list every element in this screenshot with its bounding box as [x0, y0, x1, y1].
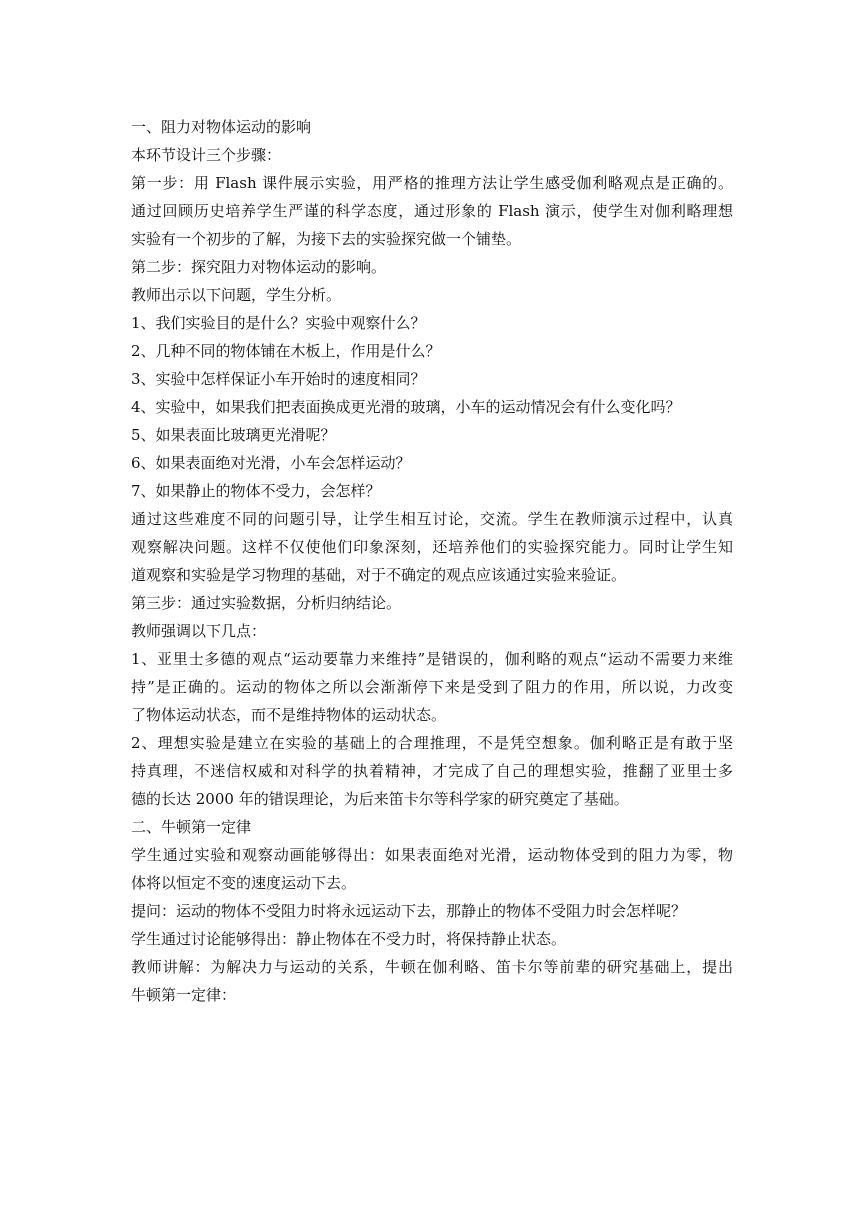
question-item: 2、几种不同的物体铺在木板上，作用是什么？: [131, 342, 441, 360]
step1-line: 实验有一个初步的了解，为接下去的实验探究做一个铺垫。: [131, 230, 522, 248]
section1-intro: 本环节设计三个步骤：: [131, 146, 282, 164]
point1-line: 1、亚里士多德的观点“运动要靠力来维持”是错误的，伽利略的观点“运动不需要力来维: [131, 650, 733, 668]
section2-para-line: 学生通过实验和观察动画能够得出：如果表面绝对光滑，运动物体受到的阻力为零，物: [131, 846, 733, 864]
question-item: 4、实验中，如果我们把表面换成更光滑的玻璃，小车的运动情况会有什么变化吗？: [131, 398, 681, 416]
point1-line: 了物体运动状态，而不是维持物体的运动状态。: [131, 706, 447, 724]
point2-line: 持真理，不迷信权威和对科学的执着精神，才完成了自己的理想实验，推翻了亚里士多: [131, 762, 733, 780]
question-item: 7、如果静止的物体不受力，会怎样？: [131, 482, 381, 500]
step2-summary-line: 道观察和实验是学习物理的基础，对于不确定的观点应该通过实验来验证。: [131, 566, 627, 584]
question-item: 6、如果表面绝对光滑，小车会怎样运动？: [131, 454, 411, 472]
section2-para-line: 体将以恒定不变的速度运动下去。: [131, 874, 357, 892]
step2-summary-line: 观察解决问题。这样不仅使他们印象深刻，还培养他们的实验探究能力。同时让学生知: [131, 538, 733, 556]
section2-answer: 学生通过讨论能够得出：静止物体在不受力时，将保持静止状态。: [131, 930, 567, 948]
step3-prompt: 教师强调以下几点：: [131, 622, 267, 640]
step2-prompt: 教师出示以下问题，学生分析。: [131, 286, 342, 304]
point2-line: 德的长达 2000 年的错误理论，为后来笛卡尔等科学家的研究奠定了基础。: [131, 790, 629, 808]
step1-line: 通过回顾历史培养学生严谨的科学态度，通过形象的 Flash 演示，使学生对伽利略理想: [131, 202, 733, 220]
document-page: [131, 113, 733, 1009]
section2-lecture-line: 教师讲解：为解决力与运动的关系，牛顿在伽利略、笛卡尔等前辈的研究基础上，提出: [131, 958, 733, 976]
point2-line: 2、理想实验是建立在实验的基础上的合理推理，不是凭空想象。伽利略正是有敢于坚: [131, 734, 733, 752]
question-item: 5、如果表面比玻璃更光滑呢？: [131, 426, 336, 444]
section2-question: 提问：运动的物体不受阻力时将永远运动下去，那静止的物体不受阻力时会怎样呢？: [131, 902, 687, 920]
section2-lecture-line: 牛顿第一定律：: [131, 986, 237, 1004]
section2-heading: 二、牛顿第一定律: [131, 818, 252, 836]
step2-summary-line: 通过这些难度不同的问题引导，让学生相互讨论，交流。学生在教师演示过程中，认真: [131, 510, 733, 528]
question-item: 3、实验中怎样保证小车开始时的速度相同？: [131, 370, 426, 388]
question-item: 1、我们实验目的是什么？实验中观察什么？: [131, 314, 426, 332]
step2-title: 第二步：探究阻力对物体运动的影响。: [131, 258, 387, 276]
section1-heading: 一、阻力对物体运动的影响: [131, 118, 312, 136]
step1-line: 第一步：用 Flash 课件展示实验，用严格的推理方法让学生感受伽利略观点是正确的。: [131, 174, 733, 192]
step3-title: 第三步：通过实验数据，分析归纳结论。: [131, 594, 402, 612]
point1-line: 持”是正确的。运动的物体之所以会渐渐停下来是受到了阻力的作用，所以说，力改变: [131, 678, 733, 696]
